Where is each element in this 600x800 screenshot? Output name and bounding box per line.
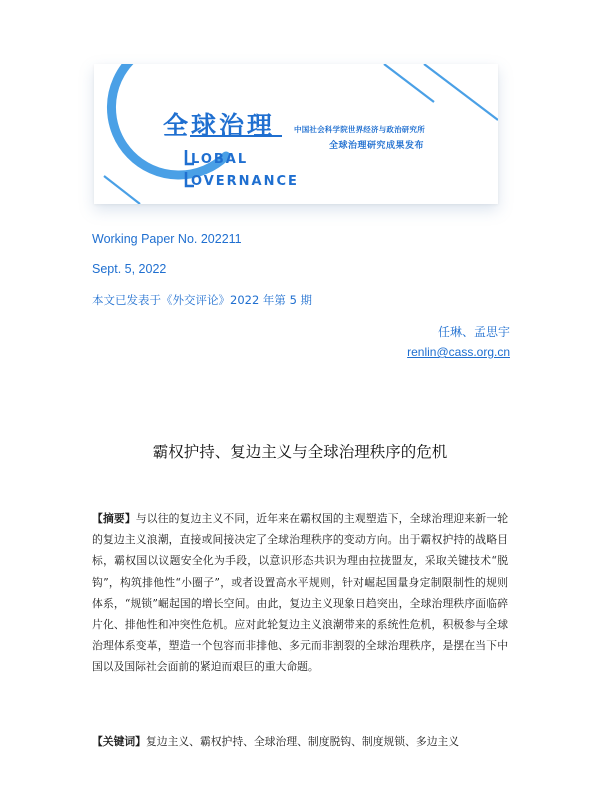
paper-date: Sept. 5, 2022: [92, 262, 167, 276]
global-governance-logo-banner: [94, 64, 498, 204]
logo-institute: 中国社会科学院世界经济与政治研究所: [294, 125, 425, 134]
logo-diagonal-bottom: [104, 176, 140, 204]
publication-note: 本文已发表于《外交评论》2022 年第 5 期: [92, 293, 313, 307]
logo-diagonal-top2: [424, 64, 498, 120]
logo-title-en-line2: OVERNANCE: [191, 174, 299, 189]
keywords-label: 【关键词】: [92, 735, 146, 748]
keywords-line: [92, 734, 512, 749]
logo-diagonal-top: [384, 64, 434, 102]
working-paper-number: Working Paper No. 202211: [92, 232, 242, 246]
abstract-text: 与以往的复边主义不同，近年来在霸权国的主观塑造下，全球治理迎来新一轮的复边主义浪潮，直接或间接决定了全球治理秩序的变动方向。出于霸权护持的战略目标，霸权国以议题安全化为手段，以意识形态共识为理由拉拢盟友，采取关键技术“脱钩”，构筑排他性“小圈子”，或者设置高水平规则，针对崛起国量身定制限制性的规则体系，“规锁”崛起国的增长空间。由此，复边主义现象日趋突出，全球治理秩序面临碎片化、排他性和冲突性危机。应对此轮复边主义浪潮带来的系统性危机，积极参与全球治理体系变革，塑造一个包容而非排他、多元而非割裂的全球治理秩序，是摆在当下中国以及国际社会面前的紧迫而艰巨的重大命题。: [92, 512, 509, 674]
abstract-label: 【摘要】: [92, 512, 136, 525]
keywords-text: 复边主义、霸权护持、全球治理、制度脱钩、制度规锁、多边主义: [145, 735, 460, 748]
paper-title: 霸权护持、复边主义与全球治理秩序的危机: [152, 443, 448, 461]
logo-title-en-line1: LOBAL: [191, 152, 249, 167]
logo-title-cn: 全球治理: [163, 111, 276, 140]
author-email-link[interactable]: renlin@cass.org.cn: [407, 345, 510, 359]
abstract-paragraph: [92, 508, 508, 678]
author-block: [407, 322, 510, 362]
logo-subtitle: 全球治理研究成果发布: [329, 141, 425, 151]
author-names: 任琳、孟思宇: [437, 325, 510, 339]
